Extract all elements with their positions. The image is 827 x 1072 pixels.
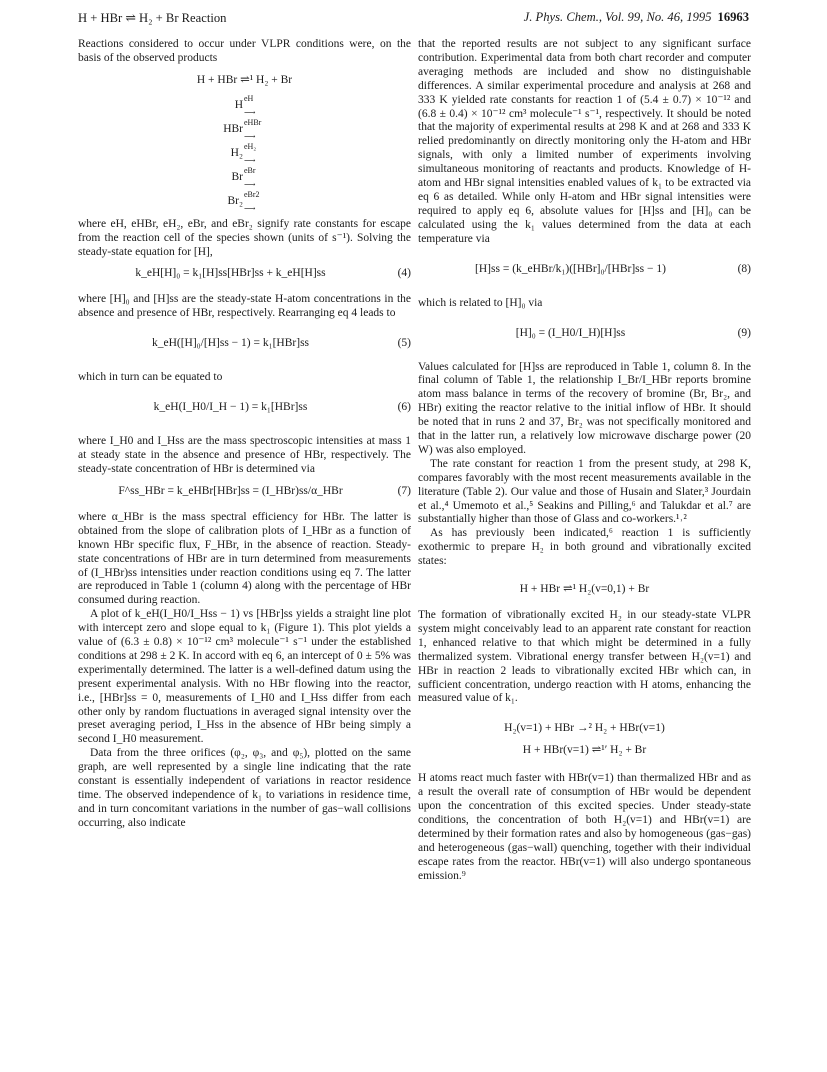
- paragraph: where eH, eHBr, eH₂, eBr, and eBr₂ signify rate constants for escape from the reaction cell of the species shown (units of s⁻¹). Solving the steady-state equation for [H],: [78, 217, 411, 258]
- paragraph: As has previously been indicated,⁶ reaction 1 is sufficiently exothermic to prepare H₂ in both ground and vibrationally excited states:: [418, 527, 751, 568]
- paragraph: which is related to [H]₀ via: [418, 296, 543, 309]
- escape-reaction: Br eBr ⟶: [231, 165, 256, 189]
- left-column: [78, 38, 411, 831]
- equation-7: F^ss_HBr = k_eHBr[HBr]ss = (I_HBr)ss/α_HBr (7): [118, 484, 411, 497]
- reaction-main: H + HBr ⇌¹ H₂ + Br: [196, 73, 293, 86]
- paragraph: which in turn can be equated to: [78, 371, 223, 384]
- equation-8: [H]ss = (k_eHBr/k₁)([HBr]₀/[HBr]ss − 1) (8): [475, 262, 751, 275]
- equation-9: [H]₀ = (I_H0/I_H)[H]ss (9): [515, 326, 751, 339]
- paragraph: A plot of k_eH(I_H0/I_Hss − 1) vs [HBr]ss yields a straight line plot with intercept zero and slope equal to k₁ (Figure 1). This plot yields a value of (6.3 ± 0.8) × 10⁻¹² cm³ molecule⁻¹ s⁻¹ under the established conditions at 298 ± 2 K. In accord with eq 6, an intercept of 0 ± 5% was experimentally determined. The latter is a well-defined datum using the present experimental analysis. With no HBr flowing into the reactor, i.e., [HBr]ss = 0, measurements of I_H0 and I_Hss differ from each other only by random fluctuations in averaged signal intensity over the preset averaging period, I_Hss in the absence of HBr being simply a second I_H0 measurement.: [78, 608, 411, 746]
- escape-reaction: H₂ eH₂ ⟶: [230, 141, 257, 165]
- paragraph: The rate constant for reaction 1 from the present study, at 298 K, compares favorably with the most recent measurements available in the literature (Table 2). Our value and those of Husain and Slater,³ Jourdain et al.,⁴ Umemoto et al.,⁵ Seakins and Pilling,⁶ and Talukdar et al.⁷ are substantially higher than those of Glass and co-workers.¹˒²: [418, 457, 751, 526]
- equation-5: k_eH([H]₀/[H]ss − 1) = k₁[HBr]ss (5): [151, 337, 411, 350]
- paragraph: The formation of vibrationally excited H₂ in our steady-state VLPR system might conceivably lead to an apparent rate constant for reaction 1, enhanced relative to that which might be determined in a fully thermalized system. Vibrational energy transfer between H₂(v=1) and HBr in reaction 2 leads to vibrationally excited HBr which can, in sufficient concentration, undergo reaction with H atoms, enhancing the measured value of k₁.: [418, 609, 751, 705]
- paragraph: that the reported results are not subject to any significant surface contribution. Experimental data from both chart recorder and computer averaging methods are included and show no distinguishable differences. A similar experimental procedure and analysis at 268 and 333 K yielded rate constants for reaction 1 of (5.4 ± 0.7) × 10⁻¹² and (6.8 ± 0.4) × 10⁻¹² cm³ molecule⁻¹ s⁻¹, respectively. It should be noted that the majority of experimental results at 298 K and at 268 and 333 K relied predominantly on directly monitoring only the H-atom and HBr signals, with only a limited number of experiments involving simultaneous monitoring of reactants and products. Knowledge of H-atom and HBr signal intensities enabled values of k₁ to be extracted via eq 6 as detailed. While only H-atom and HBr signal intensities were required to apply eq 6, absolute values for [H]ss and [H]₀ can be calculated using the k₁ values determined from the data at each temperature via: [418, 38, 751, 245]
- paragraph: where α_HBr is the mass spectral efficiency for HBr. The latter is obtained from the slope of calibration plots of I_HBr as a function of known HBr specific flux, F_HBr, in the absence of reaction. Steady-state concentrations of HBr are in turn determined from measurements of (I_HBr)ss intensities under reaction conditions using eq 7. The latter are reproduced in Table 1 (column 4) along with the percentage of HBr consumed during reaction.: [78, 510, 411, 607]
- escape-reaction-list: [78, 92, 411, 212]
- paragraph: Data from the three orifices (φ₂, φ₃, and φ₅), plotted on the same graph, are well represented by a single line indicating that the rate constant is essentially independent of variations in reactor residence time. The observed independence of k₁ to variations in residence time, and in turn concomitant variations in the number of gas−wall collisions occurring, also indicate: [78, 747, 411, 829]
- reaction-vibrational: H + HBr ⇌¹ H₂(v=0,1) + Br: [519, 583, 650, 596]
- paragraph: Values calculated for [H]ss are reproduced in Table 1, column 8. In the final column of Table 1, the relationship I_Br/I_HBr reports bromine atom mass balance in terms of the recovery of bromine (Br, Br₂, and HBr) exiting the reactor relative to the initial inflow of HBr. It should be noted that in runs 2 and 37, Br₂ was not specifically monitored and that in the latter run, a relatively low microwave discharge power (20 W) was also employed.: [418, 360, 751, 456]
- reaction-2: H₂(v=1) + HBr →² H₂ + HBr(v=1): [504, 722, 665, 735]
- journal-citation: J. Phys. Chem., Vol. 99, No. 46, 1995: [523, 10, 712, 24]
- paragraph: Reactions considered to occur under VLPR conditions were, on the basis of the observed products: [78, 38, 411, 64]
- escape-reaction: HBr eHBr ⟶: [223, 117, 262, 141]
- running-header-right: [524, 10, 749, 25]
- right-column: [418, 38, 751, 883]
- escape-reaction: H eH ⟶: [234, 93, 256, 117]
- escape-reaction: Br₂ eBr2 ⟶: [227, 189, 260, 213]
- running-header-left: H + HBr ⇌ H₂ + Br Reaction: [78, 11, 227, 25]
- paragraph: where [H]₀ and [H]ss are the steady-state H-atom concentrations in the absence and presence of HBr, respectively. Rearranging eq 4 leads to: [78, 293, 411, 320]
- reaction-1-prime: H + HBr(v=1) ⇌¹′ H₂ + Br: [522, 744, 647, 757]
- equation-4: k_eH[H]₀ = k₁[H]ss[HBr]ss + k_eH[H]ss (4): [135, 267, 411, 280]
- paragraph: where I_H0 and I_Hss are the mass spectroscopic intensities at mass 1 at steady state in the absence and presence of HBr, respectively. The steady-state concentration of HBr is determined via: [78, 435, 411, 475]
- paragraph: H atoms react much faster with HBr(v=1) than thermalized HBr and as a result the overall rate of consumption of HBr would be dependent upon the concentration of this excited species. Under steady-state conditions, the concentration of both H₂(v=1) and HBr(v=1) are determined by their formation rates and also by homogeneous (gas−gas) and heterogeneous (gas−wall) quenching, together with their individual escape rates from the reactor. HBr(v=1) will also undergo spontaneous emission.⁹: [418, 772, 751, 882]
- page-number: 16963: [717, 10, 749, 24]
- equation-6: k_eH(I_H0/I_H − 1) = k₁[HBr]ss (6): [153, 401, 411, 414]
